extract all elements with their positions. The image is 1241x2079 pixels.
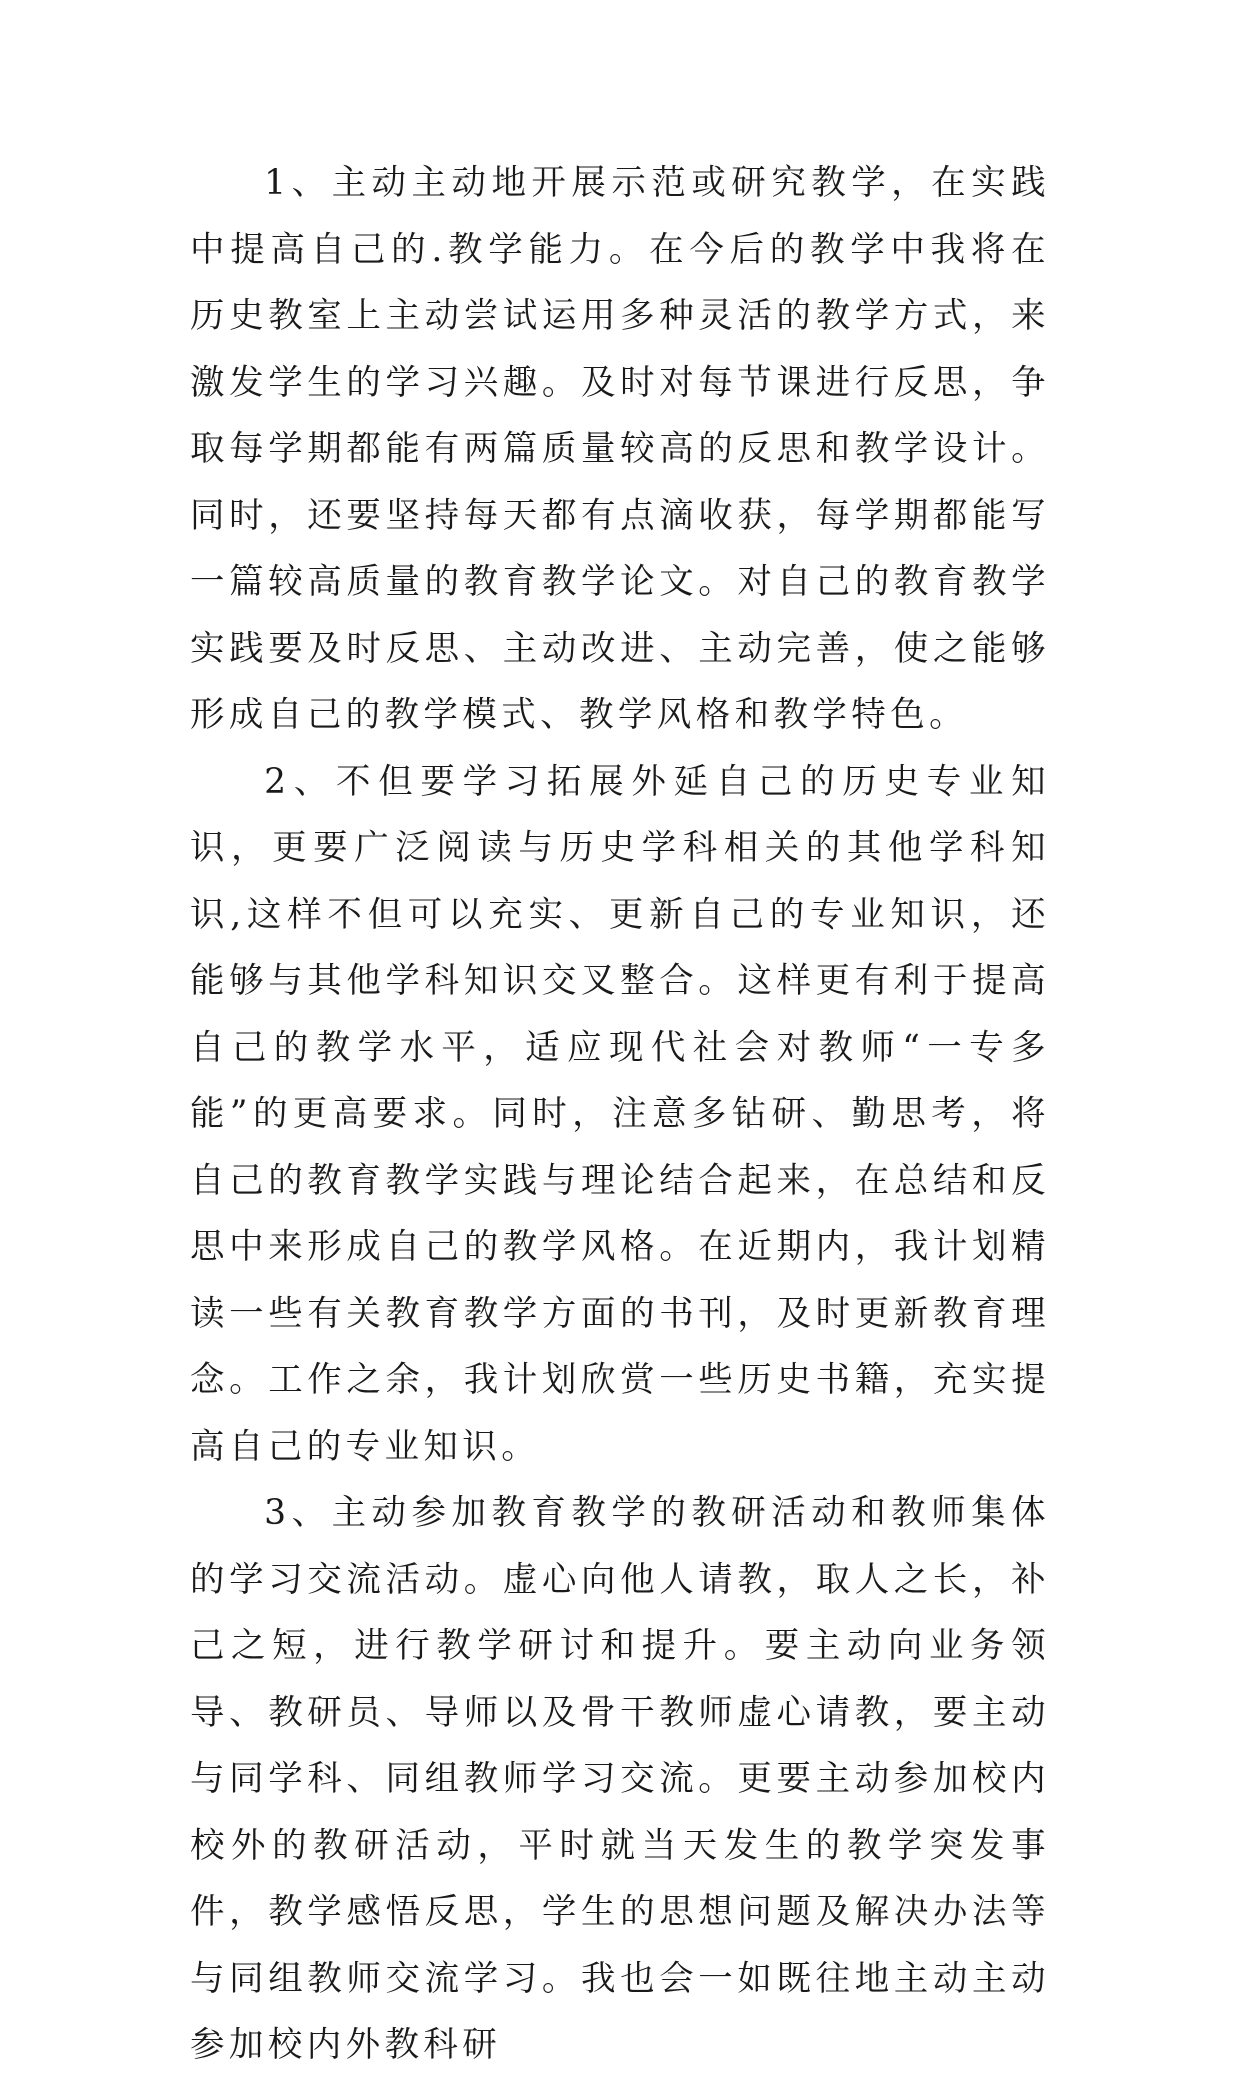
document-body — [190, 150, 1050, 2079]
paragraph-1: 1、主动主动地开展示范或研究教学，在实践中提高自己的.教学能力。在今后的教学中我将在历史教室上主动尝试运用多种灵活的教学方式，来激发学生的学习兴趣。及时对每节课进行反思，争取每学期都能有两篇质量较高的反思和教学设计。同时，还要坚持每天都有点滴收获，每学期都能写一篇较高质量的教育教学论文。对自己的教育教学实践要及时反思、主动改进、主动完善，使之能够形成自己的教学模式、教学风格和教学特色。 — [190, 163, 1050, 735]
paragraph-3: 3、主动参加教育教学的教研活动和教师集体的学习交流活动。虚心向他人请教，取人之长，补己之短，进行教学研讨和提升。要主动向业务领导、教研员、导师以及骨干教师虚心请教，要主动与同学科、同组教师学习交流。更要主动参加校内校外的教研活动，平时就当天发生的教学突发事件，教学感悟反思，学生的思想问题及解决办法等与同组教师交流学习。我也会一如既往地主动主动参加校内外教科研 — [190, 1493, 1050, 2065]
paragraph-2: 2、不但要学习拓展外延自己的历史专业知识，更要广泛阅读与历史学科相关的其他学科知识,这样不但可以充实、更新自己的专业知识，还能够与其他学科知识交叉整合。这样更有利于提高自己的教学水平，适应现代社会对教师“一专多能”的更高要求。同时，注意多钻研、勤思考，将自己的教育教学实践与理论结合起来，在总结和反思中来形成自己的教学风格。在近期内，我计划精读一些有关教育教学方面的书刊，及时更新教育理念。工作之余，我计划欣赏一些历史书籍，充实提高自己的专业知识。 — [190, 761, 1050, 1467]
